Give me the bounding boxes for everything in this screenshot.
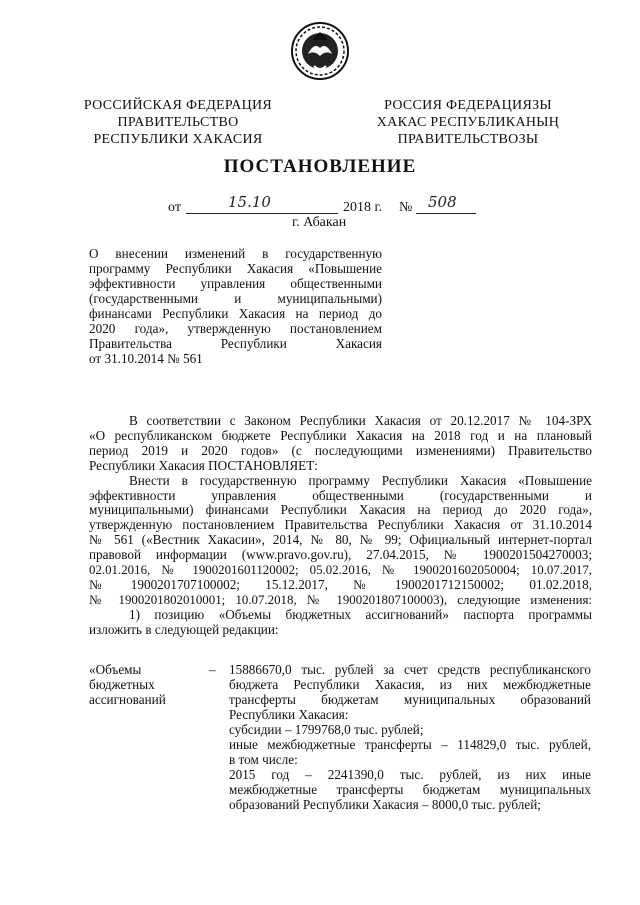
table-right-line: иные межбюджетные трансферты – 114829,0 тыс. рублей, (229, 737, 591, 752)
subject-line: (государственными и муниципальными) (89, 291, 382, 306)
number-label: № (399, 200, 413, 215)
body-line: В соответствии с Законом Республики Хакасия от 20.12.2017 № 104-ЗРХ (129, 413, 592, 428)
table-left-line: ассигнований (89, 692, 166, 707)
table-dash: – (209, 662, 216, 677)
table-left-line: бюджетных (89, 677, 155, 692)
body-line: № 561 («Вестник Хакасии», 2014, № 80, № 99; Официальный интернет-портал (89, 532, 592, 548)
body-line: период 2019 и 2020 годов» (с последующими изменениями) Правительство (89, 442, 592, 458)
body-line: 02.01.2016, № 1900201601120002; 05.02.2016, № 1900201602050004; 10.07.2017, (89, 563, 592, 578)
header-left-line: ПРАВИТЕЛЬСТВО (117, 115, 239, 130)
subject-line: от 31.10.2014 № 561 (89, 351, 203, 366)
date-handwritten: 15.10 (228, 193, 271, 211)
table-right-cell (229, 662, 591, 812)
body-line: изложить в следующей редакции: (89, 621, 279, 637)
body-line: утвержденную постановлением Правительства Республики Хакасия от 31.10.2014 (89, 517, 592, 533)
body-line: № 1900201707100002; 15.12.2017, № 1900201712150002; 01.02.2018, (89, 576, 592, 592)
table-right-line: межбюджетные трансферты бюджетам муниципальных (229, 782, 591, 797)
khakassia-coat-of-arms-icon (290, 20, 350, 82)
subject-line: эффективности управления общественными (89, 276, 382, 291)
body-line: Республики Хакасия ПОСТАНОВЛЯЕТ: (89, 457, 318, 473)
table-right-line: бюджета Республики Хакасия, из них межбюджетные (229, 677, 591, 692)
body-line: «О республиканском бюджете Республики Хакасия на 2018 год и на плановый (89, 427, 592, 443)
subject-line: финансами Республики Хакасия на период до (89, 306, 382, 321)
number-underline (416, 213, 476, 214)
header-left (78, 97, 278, 148)
city: г. Абакан (292, 215, 347, 230)
number-handwritten: 508 (428, 193, 457, 211)
document-title: ПОСТАНОВЛЕНИЕ (223, 156, 417, 177)
table-right-line: в том числе: (229, 752, 298, 767)
body-line: № 1900201802010001; 10.07.2018, № 1900201807100003), следующие изменения: (89, 592, 592, 607)
header-right (368, 97, 568, 148)
header-left-line: РЕСПУБЛИКИ ХАКАСИЯ (93, 132, 263, 147)
date-prefix: от (168, 200, 181, 215)
subject-line: О внесении изменений в государственную (89, 246, 382, 261)
header-right-line: ПРАВИТЕЛЬСТВОЗЫ (397, 132, 539, 147)
table-left-line: «Объемы (89, 662, 142, 677)
table-right-line: образований Республики Хакасия – 8000,0 тыс. рублей; (229, 797, 541, 812)
body-line: эффективности управления общественными (государственными и (89, 487, 592, 503)
table-right-line: Республики Хакасия: (229, 707, 349, 722)
subject-block (89, 246, 382, 366)
table-right-line: трансферты бюджетам муниципальных образований (229, 692, 591, 707)
table-left-cell (89, 662, 199, 707)
header-right-line: ХАКАС РЕСПУБЛИКАНЫҢ (376, 115, 560, 130)
body-line: муниципальными) финансами Республики Хакасия на период до 2020 года», (89, 502, 592, 518)
table-right-line: 2015 год – 2241390,0 тыс. рублей, из них иные (229, 767, 591, 782)
header-left-line: РОССИЙСКАЯ ФЕДЕРАЦИЯ (83, 98, 273, 113)
subject-line: 2020 года», утвержденную постановлением (89, 321, 382, 336)
subject-line: программу Республики Хакасия «Повышение (89, 261, 382, 276)
date-underline (186, 213, 338, 214)
body-line: 1) позицию «Объемы бюджетных ассигнований» паспорта программы (129, 606, 592, 622)
body-line: правовой информации (www.pravo.gov.ru), 27.04.2015, № 1900201504270003; (89, 547, 592, 563)
date-year: 2018 г. (343, 200, 383, 215)
header-right-line: РОССИЯ ФЕДЕРАЦИЯЗЫ (384, 98, 552, 113)
body-paragraphs (89, 414, 592, 638)
table-right-line: 15886670,0 тыс. рублей за счет средств республиканского (229, 662, 591, 677)
table-right-line: субсидии – 1799768,0 тыс. рублей; (229, 722, 424, 737)
body-line: Внести в государственную программу Республики Хакасия «Повышение (129, 472, 592, 488)
subject-line: Правительства Республики Хакасия (89, 336, 382, 351)
